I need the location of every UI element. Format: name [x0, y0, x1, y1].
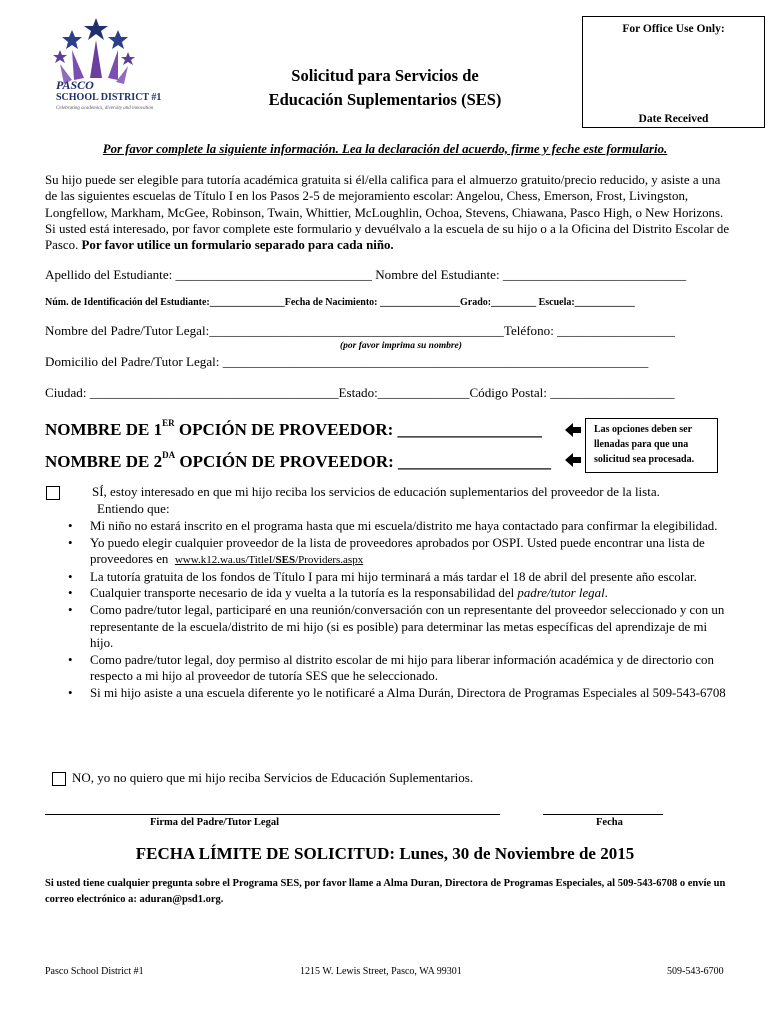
yes-option-label: SÍ, estoy interesado en que mi hijo reciba los servicios de educación suplementarios del proveedor de la lista. — [92, 484, 660, 499]
first-provider-sup: ER — [162, 418, 175, 429]
intro-text: Su hijo puede ser elegible para tutoría académica gratuita si él/ella califica para el almuerzo gratuito/precio reducido, y asiste a una de las siguientes escuelas de Título I en los Pasos 2-5 de mejoramiento escolar: Angelou, Chess, Emerson, Frost, Livingston, Longfellow, Markham, McGee, Robinson, Twain, Whittier, McLoughlin, Ochoa, Stevens, Chiawana, Pasco High, o New Horizons. Si usted está interesado, por favor complete este formulario y devuélvalo a la escuela de su hijo o a la Oficina del Distrito Escolar de Pasco. — [45, 173, 730, 253]
date-received-label: Date Received — [638, 113, 709, 125]
list-item: • Mi niño no estará inscrito en el programa hasta que mi escuela/distrito me haya contactado para confirmar la elegibilidad. — [68, 519, 718, 533]
title-line-1: Solicitud para Servicios de — [291, 66, 479, 85]
first-provider-label-b: OPCIÓN DE PROVEEDOR: _________________ — [174, 420, 543, 439]
print-note: (por favor imprima su nombre) — [340, 341, 462, 351]
second-provider-sup: DA — [162, 450, 176, 461]
deadline-heading: FECHA LÍMITE DE SOLICITUD: Lunes, 30 de Noviembre de 2015 — [135, 844, 635, 863]
first-provider-label-a: NOMBRE DE 1 — [45, 420, 163, 439]
id-birth-grade-school-field[interactable]: Núm. de Identificación del Estudiante:_______________Fecha de Nacimiento: ________________Grado:_________ Escuela:____________ — [45, 297, 635, 308]
office-use-box — [582, 16, 765, 128]
list-item: • Cualquier transporte necesario de ida y vuelta a la tutoría es la responsabilidad del padre/tutor legal. — [68, 586, 608, 601]
student-names-field[interactable]: Apellido del Estudiante: ______________________________ Nombre del Estudiante: ____________________________ — [45, 267, 687, 282]
second-provider-field[interactable] — [45, 452, 551, 472]
intro-bold: Por favor utilice un formulario separado para cada niño. — [81, 238, 394, 253]
list-item: • Si mi hijo asiste a una escuela diferente yo le notificaré a Alma Durán, Directora de Programas Especiales al 509-543-6708 — [68, 685, 726, 700]
terms-list — [64, 518, 730, 702]
arrow-left-icon — [565, 453, 581, 467]
footer-address: 1215 W. Lewis Street, Pasco, WA 99301 — [300, 966, 462, 977]
second-provider-label-b: OPCIÓN DE PROVEEDOR: __________________ — [175, 452, 552, 471]
title-line-2: Educación Suplementarios (SES) — [268, 90, 502, 109]
no-option-label: NO, yo no quiero que mi hijo reciba Servicios de Educación Suplementarios. — [72, 770, 474, 785]
logo-name-line1: PASCO — [56, 78, 94, 92]
footer-district: Pasco School District #1 — [45, 966, 144, 977]
no-checkbox[interactable] — [52, 772, 66, 786]
understand-label: Entiendo que: — [97, 501, 170, 516]
intro-paragraph — [45, 172, 735, 253]
date-line[interactable] — [543, 814, 663, 815]
footer-phone: 509-543-6700 — [667, 966, 724, 977]
contact-info: Si usted tiene cualquier pregunta sobre el Programa SES, por favor llame a Alma Duran, Directora de Programas Especiales, al 509-543-6708 o envíe un correo electrónico a: aduran@psd1.org. — [45, 878, 726, 905]
provider-note-box: Las opciones deben ser llenadas para que una solicitud sea procesada. — [585, 418, 718, 473]
logo-tagline: Celebrating academics, diversity and innovation — [56, 106, 154, 111]
form-title — [200, 64, 570, 112]
logo-name-line2: SCHOOL DISTRICT #1 — [56, 92, 162, 103]
arrow-left-icon — [565, 423, 581, 437]
list-item: • Yo puedo elegir cualquier proveedor de la lista de proveedores aprobados por OSPI. Usted puede encontrar una lista de proveedores en www.k12.wa.us/TitleI/SES/Providers.aspx — [68, 535, 705, 567]
yes-checkbox[interactable] — [46, 486, 60, 500]
parent-name-phone-field[interactable]: Nombre del Padre/Tutor Legal:_____________________________________________Teléfono: __________________ — [45, 323, 675, 338]
signature-label: Firma del Padre/Tutor Legal — [150, 817, 280, 828]
second-provider-label-a: NOMBRE DE 2 — [45, 452, 163, 471]
date-label: Fecha — [596, 817, 623, 828]
office-use-label: For Office Use Only: — [622, 23, 725, 35]
signature-line[interactable] — [45, 814, 500, 815]
providers-link[interactable]: www.k12.wa.us/TitleI/SES/Providers.aspx — [174, 554, 364, 567]
city-state-zip-field[interactable]: Ciudad: ______________________________________Estado:______________Código Postal: ___________________ — [45, 385, 675, 400]
instructions: Por favor complete la siguiente información. Lea la declaración del acuerdo, firme y feche este formulario. — [102, 142, 668, 156]
district-logo — [50, 18, 180, 118]
stars-people-graphic — [50, 18, 180, 118]
list-item: • Como padre/tutor legal, doy permiso al distrito escolar de mi hijo para liberar información académica y de directorio con respecto a mi hijo al proveedor de tutoría SES que he seleccionado. — [68, 652, 714, 684]
parent-address-field[interactable]: Domicilio del Padre/Tutor Legal: _________________________________________________________________ — [45, 354, 649, 369]
first-provider-field[interactable] — [45, 420, 542, 440]
list-item: • La tutoría gratuita de los fondos de Título I para mi hijo terminará a más tardar el 18 de abril del presente año escolar. — [68, 569, 697, 584]
list-item: • Como padre/tutor legal, participaré en una reunión/conversación con un representante del proveedor seleccionado y con un representante de la escuela/distrito de mi hijo (si es posible) para determinar las metas específicas del aprendizaje de mi hijo. — [68, 602, 725, 651]
